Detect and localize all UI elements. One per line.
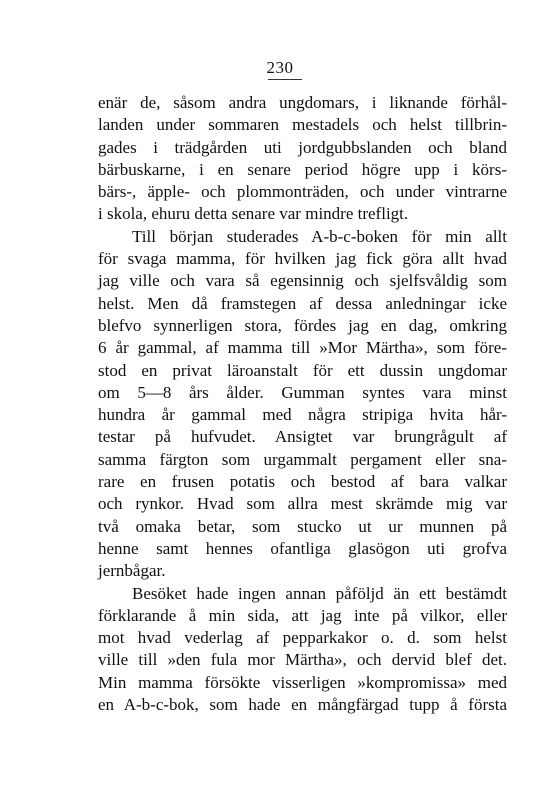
text-line: och rynkor. Hvad som allra mest skrämde mig var	[98, 494, 507, 514]
text-line: bärbuskarne, i en senare period högre upp i körs-	[98, 159, 507, 179]
body-text	[98, 92, 507, 716]
text-line: ville till »den fula mor Märtha», och dervid blef det.	[98, 650, 507, 670]
text-line: testar på hufvudet. Ansigtet var brungrågult af	[98, 427, 507, 447]
text-line: samma färgton som urgammalt pergament eller sna-	[98, 449, 507, 469]
text-line: en A-b-c-bok, som hade en mångfärgad tupp å första	[98, 695, 507, 715]
text-line: enär de, såsom andra ungdomars, i liknande förhål-	[98, 93, 507, 112]
text-line: hundra år gammal med några stripiga hvita hår-	[98, 405, 507, 425]
page-number: 230	[266, 58, 294, 77]
page-number-rule	[268, 79, 302, 80]
text-line: rare en frusen potatis och bestod af bara valkar	[98, 472, 507, 492]
text-line: blefvo synnerligen stora, fördes jag en dag, omkring	[98, 315, 507, 335]
text-line: mot hvad vederlag af pepparkakor o. d. som helst	[98, 628, 507, 648]
text-line: helst. Men då framstegen af dessa anledningar icke	[98, 293, 507, 313]
text-line: Besöket hade ingen annan påföljd än ett bestämdt	[132, 583, 507, 603]
text-line: henne samt hennes ofantliga glasögon uti grofva	[98, 538, 507, 558]
text-line: förklarande å min sida, att jag inte på vilkor, eller	[98, 605, 507, 625]
text-line: bärs-, äpple- och plommonträden, och under vintrarne	[98, 182, 507, 202]
text-line: jernbågar.	[98, 561, 166, 581]
text-line: Min mamma försökte visserligen »kompromissa» med	[98, 672, 507, 692]
text-line: för svaga mamma, för hvilken jag fick göra allt hvad	[98, 249, 507, 269]
text-line: om 5—8 års ålder. Gumman syntes vara minst	[98, 382, 507, 402]
text-line: jag ville och vara så egensinnig och sjelfsvåldig som	[98, 271, 507, 291]
text-line: gades i trädgården uti jordgubbslanden och bland	[98, 137, 507, 157]
text-line: två omaka betar, som stucko ut ur munnen på	[98, 516, 507, 536]
text-line: 6 år gammal, af mamma till »Mor Märtha», som före-	[98, 338, 507, 358]
text-line: i skola, ehuru detta senare var mindre trefligt.	[98, 204, 409, 224]
text-line: stod en privat läroanstalt för ett dussin ungdomar	[98, 360, 507, 380]
text-line: Till början studerades A-b-c-boken för min allt	[132, 226, 507, 246]
text-line: landen under sommaren mestadels och helst tillbrin-	[98, 115, 507, 135]
